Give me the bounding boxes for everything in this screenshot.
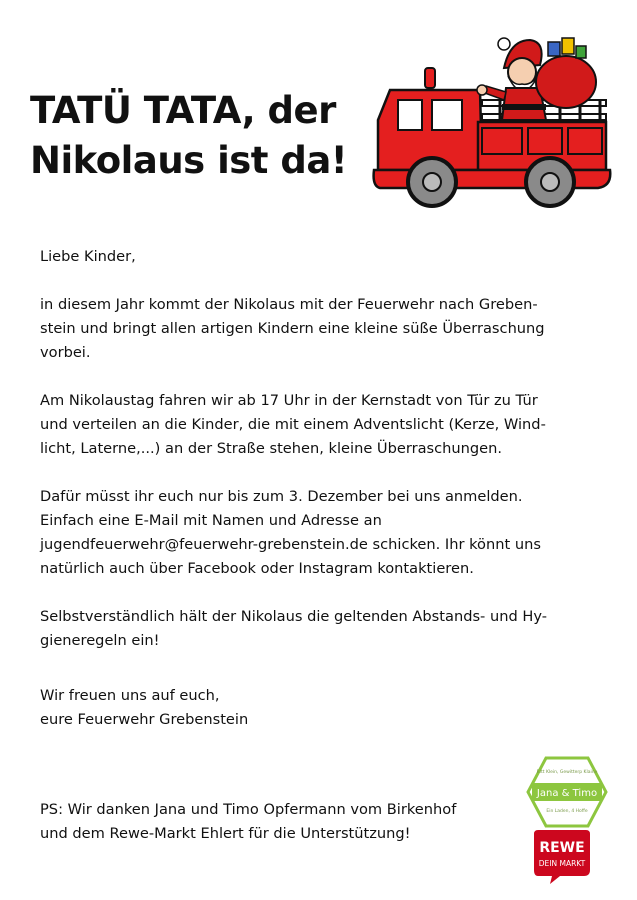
paragraph-line: stein und bringt allen artigen Kindern eine kleine süße Überraschung xyxy=(40,320,545,337)
paragraph-4 xyxy=(40,605,600,653)
email-address-line: jugendfeuerwehr@feuerwehr-grebenstein.de schicken. Ihr könnt uns xyxy=(40,536,541,553)
headline-line-2: Nikolaus ist da! xyxy=(30,139,348,182)
paragraph-2 xyxy=(40,389,600,461)
paragraph-line: und verteilen an die Kinder, die mit einem Adventslicht (Kerze, Wind- xyxy=(40,416,546,433)
fire-truck-santa-illustration xyxy=(370,20,615,215)
rewe-wordmark: REWE xyxy=(539,840,585,856)
paragraph-3 xyxy=(40,485,600,581)
paragraph-line: Am Nikolaustag fahren wir ab 17 Uhr in der Kernstadt von Tür zu Tür xyxy=(40,392,538,409)
jana-timo-logo xyxy=(526,756,608,828)
paragraph-line: Einfach eine E-Mail mit Namen und Adresse an xyxy=(40,512,382,529)
paragraph-1 xyxy=(40,293,600,365)
paragraph-line: Selbstverständlich hält der Nikolaus die geltenden Abstands- und Hy- xyxy=(40,608,547,625)
rewe-tagline: DEIN MARKT xyxy=(538,859,586,868)
paragraph-line: vorbei. xyxy=(40,344,91,361)
closing-signature: eure Feuerwehr Grebenstein xyxy=(40,711,249,728)
headline-line-1: TATÜ TATA, der xyxy=(30,89,336,132)
jana-timo-top-text: Bitt Klein, Gewitterp Klaine xyxy=(536,770,598,775)
letter-body xyxy=(40,245,600,677)
postscript xyxy=(40,798,520,846)
jana-timo-bottom-text: Ein Laden, 4 Hoffe xyxy=(546,809,588,814)
paragraph-line: in diesem Jahr kommt der Nikolaus mit der Feuerwehr nach Greben- xyxy=(40,296,538,313)
headline xyxy=(30,86,390,186)
santa-icon xyxy=(477,38,596,120)
postscript-line-1: PS: Wir danken Jana und Timo Opfermann vom Birkenhof xyxy=(40,801,457,818)
paragraph-line: licht, Laterne,...) an der Straße stehen, kleine Überraschungen. xyxy=(40,440,503,457)
closing-line-1: Wir freuen uns auf euch, xyxy=(40,687,220,704)
paragraph-line: Dafür müsst ihr euch nur bis zum 3. Dezember bei uns anmelden. xyxy=(40,488,523,505)
greeting: Liebe Kinder, xyxy=(40,248,136,265)
paragraph-line: natürlich auch über Facebook oder Instagram kontaktieren. xyxy=(40,560,474,577)
jana-timo-name: Jana & Timo xyxy=(536,788,598,799)
paragraph-line: gieneregeln ein! xyxy=(40,632,160,649)
postscript-line-2: und dem Rewe-Markt Ehlert für die Unterstützung! xyxy=(40,825,411,842)
rewe-logo xyxy=(530,830,594,886)
closing xyxy=(40,684,440,732)
